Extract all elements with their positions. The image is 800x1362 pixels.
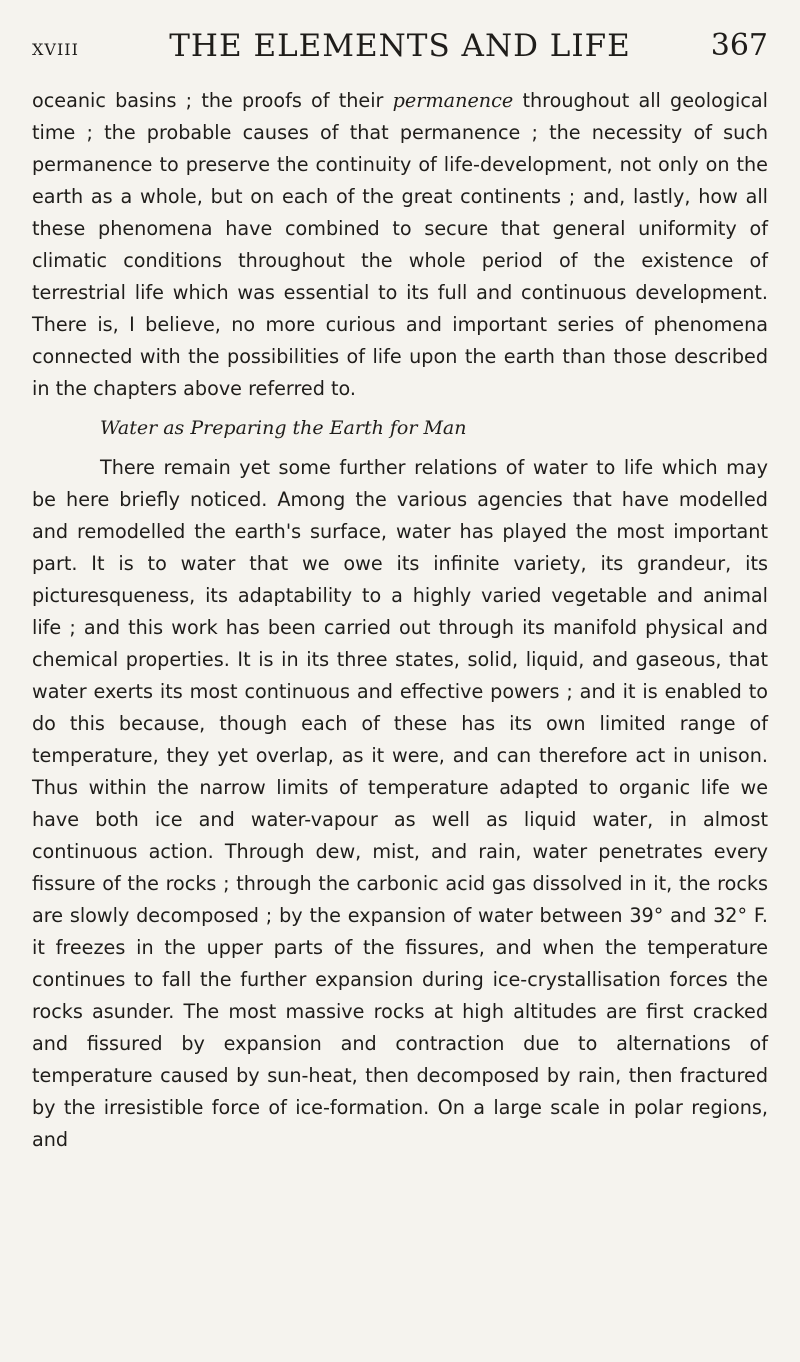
paragraph: There remain yet some further relations of water to life which may be here briefly noticed. Among the various agencies that have modelled and remodelled the earth's surface, water has played the most important part. It is to water that we owe its infinite variety, its grandeur, its picturesqueness, its adaptability to a highly varied vegetable and animal life ; and this work has been carried out through its manifold physical and chemical properties. It is in its three states, solid, liquid, and gaseous, that water exerts its most continuous and effective powers ; and it is enabled to do this because, though each of these has its own limited range of temperature, they yet overlap, as it were, and can therefore act in unison. Thus within the narrow limits of temperature adapted to organic life we have both ice and water-vapour as well as liquid water, in almost continuous action. Through dew, mist, and rain, water penetrates every fissure of the rocks ; through the carbonic acid gas dissolved in it, the rocks are slowly decomposed ; by the expansion of water between 39° and 32° F. it freezes in the upper parts of the fissures, and when the temperature continues to fall the further expansion during ice-crystallisation forces the rocks asunder. The most massive rocks at high altitudes are first cracked and fissured by expansion and contraction due to alternations of temperature caused by sun-heat, then decomposed by rain, then fractured by the irresistible force of ice-formation. On a large scale in polar regions, and [32, 456, 768, 1151]
paragraph-text: throughout all geological time ; the probable causes of that permanence ; the necessity of such permanence to preserve the continuity of life-development, not only on the earth as a whole, but on each of the great continents ; and, lastly, how all these phenomena have combined to secure that general uniformity of climatic conditions throughout the whole period of the existence of terrestrial life which was essential to its full and continuous development. There is, I believe, no more curious and important series of phenomena connected with the possibilities of life upon the earth than those described in the chapters above referred to. [32, 89, 768, 400]
emphasis-text: permanence [392, 89, 514, 112]
paragraph-text: oceanic basins ; the proofs of their [32, 89, 393, 112]
running-title: THE ELEMENTS AND LIFE [169, 28, 631, 64]
running-head [32, 28, 768, 74]
page-number: 367 [710, 28, 768, 63]
body-text [32, 85, 768, 1156]
paragraph-continued [32, 85, 768, 405]
section-heading: Water as Preparing the Earth for Man [100, 417, 467, 439]
chapter-number: XVIII [32, 40, 79, 59]
